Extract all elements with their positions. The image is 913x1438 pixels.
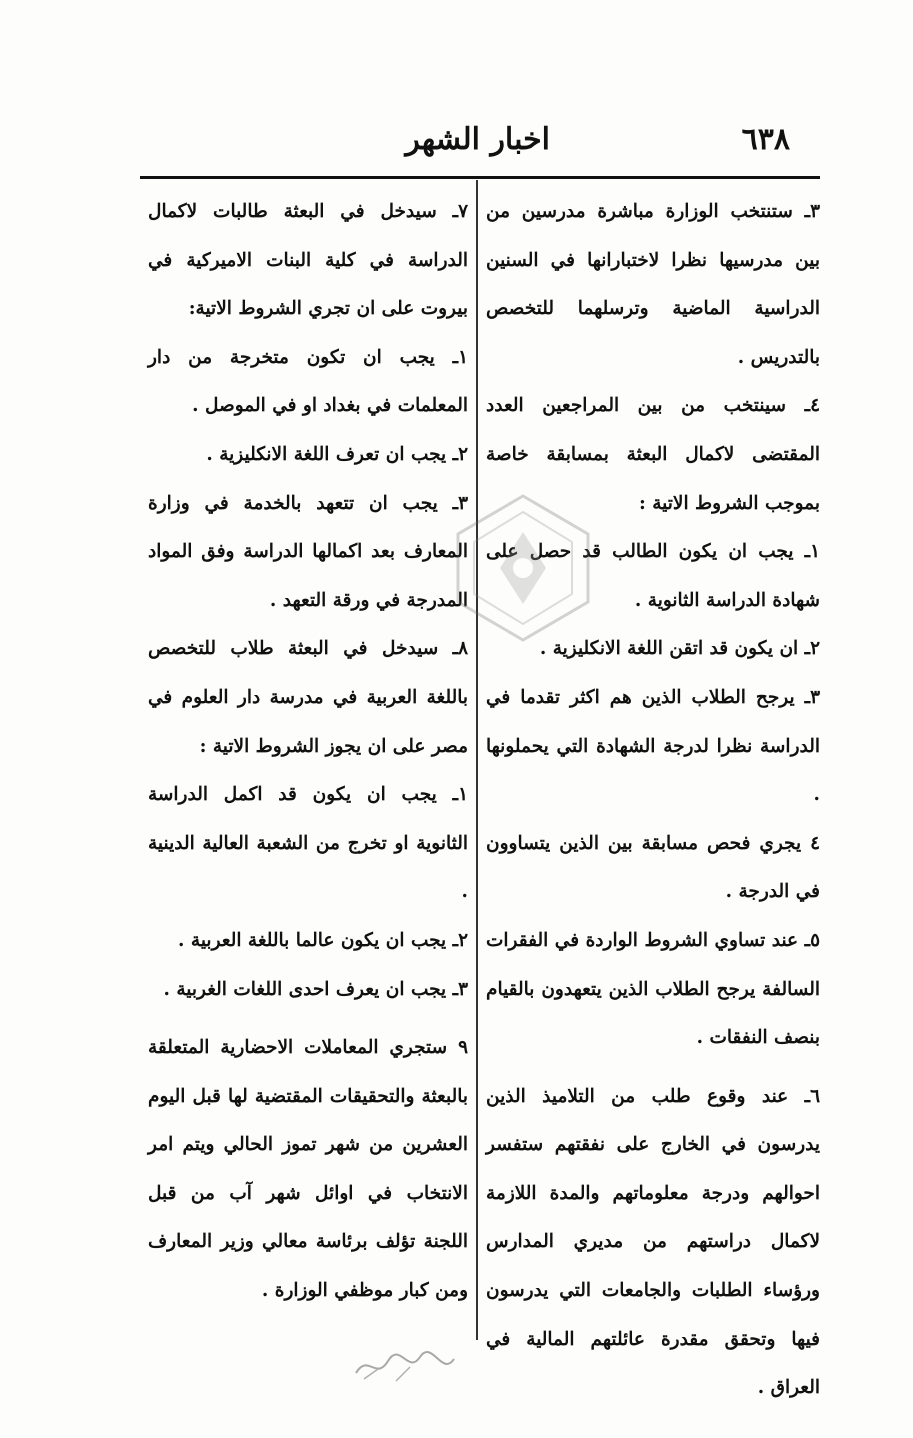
paragraph: ٧ـ سيدخل في البعثة طالبات لاكمال الدراسة في كلية البنات الاميركية في بيروت على ان تجري الشروط الاتية: (148, 201, 468, 320)
library-seal-watermark (448, 488, 598, 648)
paragraph: ٥ـ عند تساوي الشروط الواردة في الفقرات السالفة يرجح الطلاب الذين يتعهدون بالقيام بنصف النفقات . (486, 929, 820, 1049)
paragraph: ٤ـ سينتخب من بين المراجعين العدد المقتضى لاكمال البعثة بمسابقة خاصة بموجب الشروط الاتية : (486, 395, 820, 514)
left-column (148, 188, 468, 1316)
column-separator (476, 180, 478, 1340)
paragraph: ٢ـ يجب ان يكون عالما باللغة العربية . (178, 929, 468, 951)
paragraph: ٤ يجري فحص مسابقة بين الذين يتساوون في الدرجة . (486, 832, 820, 903)
paragraph: ٦ـ عند وقوع طلب من التلاميذ الذين يدرسون في الخارج على نفقتهم ستفسر احوالهم ودرجة معلوماتهم والمدة اللازمة لاكمال دراستهم من مديري المدارس ورؤساء الطلبات والجامعات التي يدرسون فيها وتحقق مقدرة عائلتهم المالية في العراق . (486, 1085, 820, 1399)
right-column (486, 188, 820, 1413)
paragraph: ٣ـ يجب ان تتعهد بالخدمة في وزارة المعارف بعد اكمالها الدراسة وفق المواد المدرجة في ورقة التعهد . (148, 492, 468, 611)
paragraph: ٨ـ سيدخل في البعثة طلاب للتخصص باللغة العربية في مدرسة دار العلوم في مصر على ان يجوز الشروط الاتية : (148, 638, 468, 757)
paragraph: ٣ـ يجب ان يعرف احدى اللغات الغربية . (163, 978, 468, 1000)
paragraph: ١ـ يجب ان يكون الطالب قد حصل على شهادة الدراسة الثانوية . (486, 541, 820, 611)
paragraph: ٢ـ يجب ان تعرف اللغة الانكليزية . (206, 443, 468, 465)
page-header (140, 122, 820, 162)
running-title: اخبار الشهر (405, 122, 550, 157)
paragraph: ٢ـ ان يكون قد اتقن اللغة الانكليزية . (539, 638, 820, 660)
header-rule (140, 176, 820, 179)
paragraph: ٣ـ يرجح الطلاب الذين هم اكثر تقدما في الدراسة نظرا لدرجة الشهادة التي يحملونها . (486, 686, 820, 806)
paragraph: ٩ ستجري المعاملات الاحضارية المتعلقة بالبعثة والتحقيقات المقتضية لها قبل اليوم العشرين من شهر تموز الحالي ويتم امر الانتخاب في اوائل شهر آب من قبل اللجنة تؤلف برئاسة معالي وزير المعارف ومن كبار موظفي الوزارة . (148, 1037, 468, 1302)
paragraph: ١ـ يجب ان يكون قد اكمل الدراسة الثانوية او تخرج من الشعبة العالية الدينية . (148, 784, 468, 903)
paragraph: ٣ـ ستنتخب الوزارة مباشرة مدرسين من بين مدرسيها نظرا لاختبارانها في السنين الدراسية الماضية وترسلهما للتخصص بالتدريس . (486, 201, 820, 368)
page-number: ٦٣٨ (741, 122, 790, 157)
paragraph: ١ـ يجب ان تكون متخرجة من دار المعلمات في بغداد او في الموصل . (148, 346, 468, 417)
handwritten-mark (350, 1345, 460, 1385)
